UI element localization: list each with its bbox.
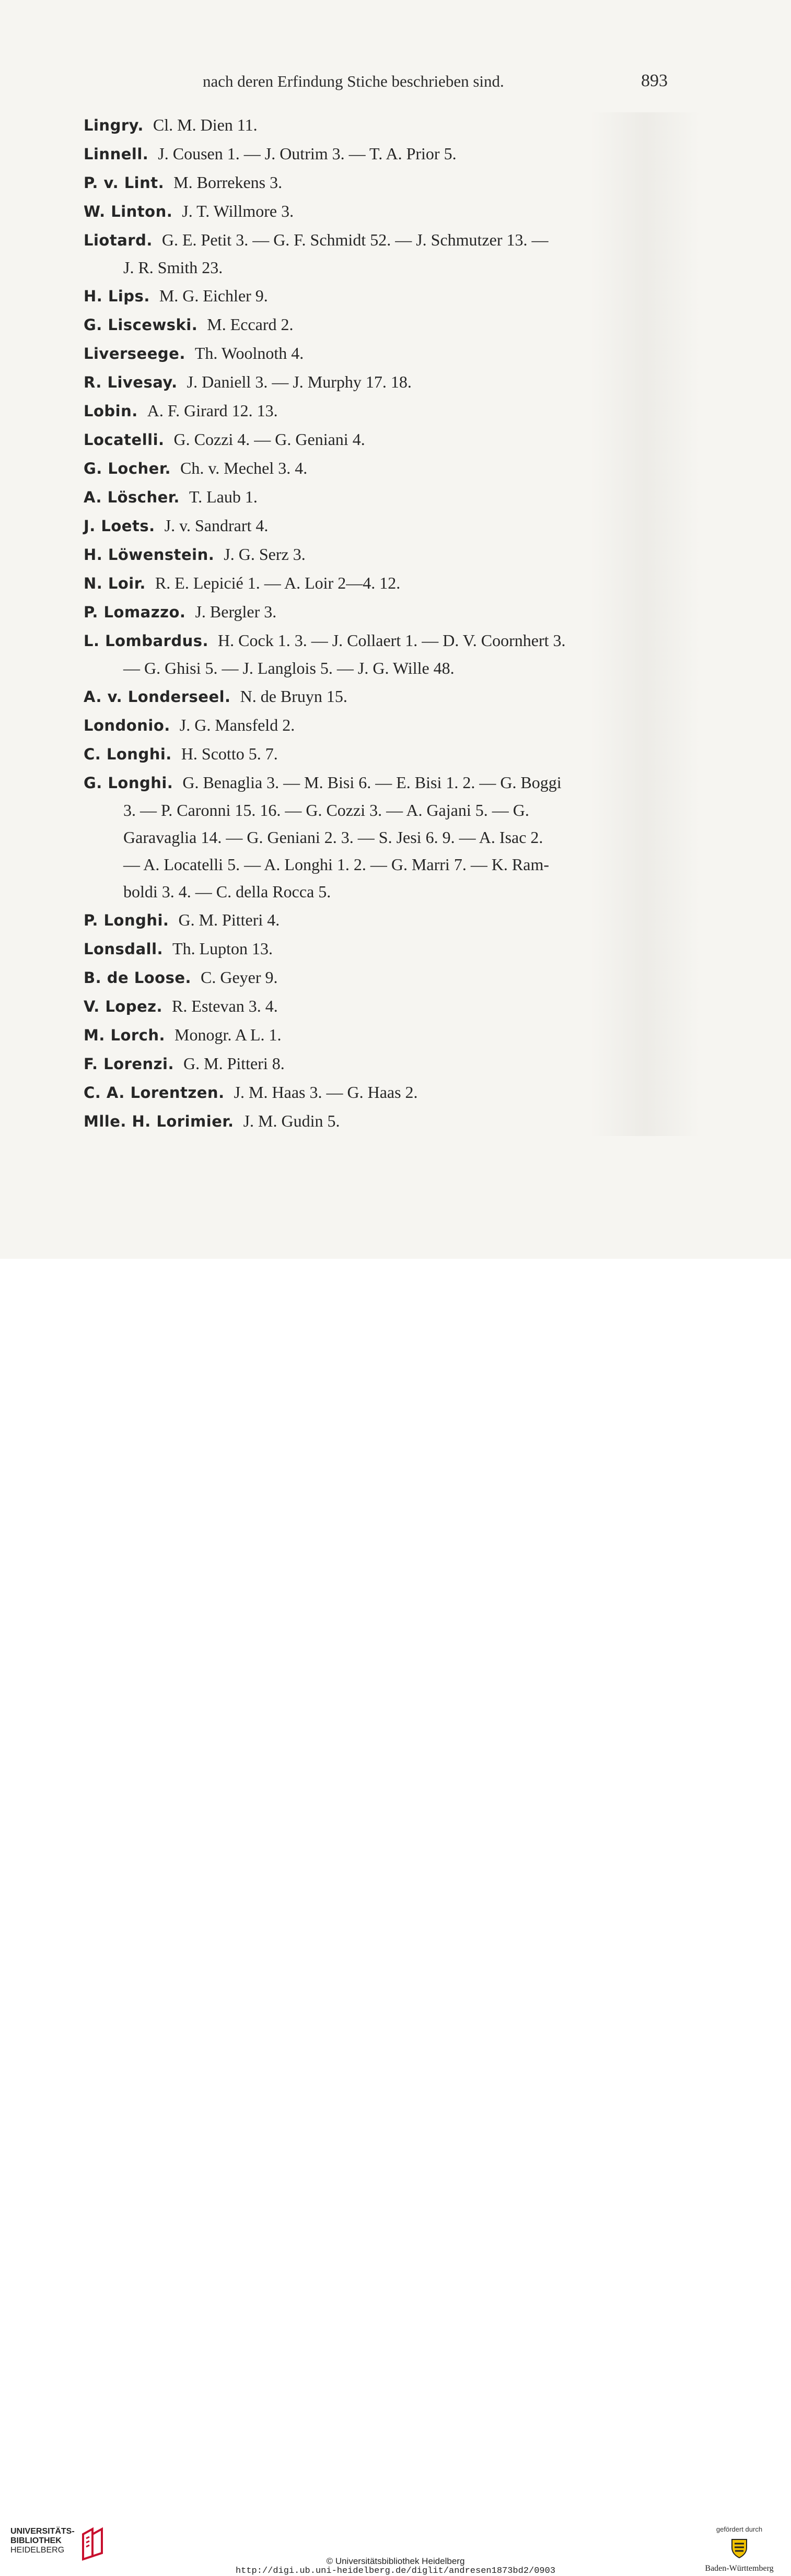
engraver-list: R. Estevan 3. 4. <box>172 997 278 1015</box>
engraver-list: G. Cozzi 4. — G. Geniani 4. <box>173 430 365 449</box>
artist-name: G. Liscewski. <box>84 316 198 334</box>
entry-first-line <box>84 226 679 254</box>
library-name-line-3: HEIDELBERG <box>10 2546 65 2555</box>
entry-first-line <box>84 1107 679 1135</box>
engraver-list: Cl. M. Dien 11. <box>153 115 258 134</box>
running-head: nach deren Erfindung Stiche beschrieben sind. <box>203 72 504 90</box>
entry-first-line <box>84 627 679 654</box>
artist-name: A. Löscher. <box>84 488 180 506</box>
engraver-list: Th. Woolnoth 4. <box>194 344 304 362</box>
entry-first-line <box>84 906 679 934</box>
index-entry <box>84 311 679 338</box>
engraver-list: G. M. Pitteri 4. <box>178 910 280 929</box>
entry-first-line <box>84 598 679 626</box>
engraver-list: G. Benaglia 3. — M. Bisi 6. — E. Bisi 1. 2. — G. Boggi <box>182 773 562 792</box>
entry-first-line <box>84 992 679 1020</box>
engraver-list: J. M. Gudin 5. <box>243 1111 340 1130</box>
artist-name: B. de Loose. <box>84 969 192 987</box>
index-entry <box>84 541 679 568</box>
entry-first-line <box>84 740 679 768</box>
entry-first-line <box>84 769 679 797</box>
index-entry <box>84 397 679 425</box>
entry-first-line <box>84 311 679 338</box>
entry-first-line <box>84 111 679 139</box>
entry-first-line <box>84 368 679 396</box>
library-name <box>10 2527 75 2555</box>
index-entry <box>84 740 679 768</box>
index-entry <box>84 169 679 196</box>
index-entry <box>84 454 679 482</box>
index-entry <box>84 992 679 1020</box>
index-entry <box>84 598 679 626</box>
artist-name: L. Lombardus. <box>84 632 209 650</box>
artist-name: A. v. Londerseel. <box>84 688 231 706</box>
index-entry <box>84 683 679 710</box>
entry-continuation-line: 3. — P. Caronni 15. 16. — G. Cozzi 3. — A. Gajani 5. — G. <box>123 801 529 819</box>
artist-name: C. Longhi. <box>84 745 172 763</box>
engraver-list: G. M. Pitteri 8. <box>183 1054 285 1073</box>
index-entry <box>84 483 679 511</box>
artist-name: P. v. Lint. <box>84 174 165 192</box>
artist-name: Lingry. <box>84 116 144 134</box>
entry-continuation-line: — A. Locatelli 5. — A. Longhi 1. 2. — G. Marri 7. — K. Ram- <box>123 855 550 874</box>
engraver-list: T. Laub 1. <box>189 487 258 506</box>
entry-first-line <box>84 541 679 568</box>
artist-name: G. Locher. <box>84 460 171 477</box>
entry-continuation-line: J. R. Smith 23. <box>123 258 223 277</box>
artist-name: Liotard. <box>84 231 153 249</box>
index-entry <box>84 569 679 597</box>
index-entry <box>84 111 679 139</box>
entry-continuation-line: boldi 3. 4. — C. della Rocca 5. <box>123 882 331 901</box>
artist-name: V. Lopez. <box>84 998 163 1015</box>
library-name-line-2: BIBLIOTHEK <box>10 2536 62 2545</box>
entry-first-line <box>84 140 679 168</box>
engraver-list: J. G. Serz 3. <box>224 545 306 564</box>
index-entry <box>84 368 679 396</box>
entry-first-line <box>84 1021 679 1049</box>
index-entry <box>84 711 679 739</box>
index-entry <box>84 1107 679 1135</box>
entry-first-line <box>84 1050 679 1078</box>
entry-first-line <box>84 683 679 710</box>
state-crest-icon <box>728 2536 751 2559</box>
index-entry <box>84 339 679 367</box>
engraver-list: J. M. Haas 3. — G. Haas 2. <box>234 1083 418 1102</box>
sponsor-name: Baden-Württemberg <box>705 2564 774 2573</box>
artist-name: C. A. Lorentzen. <box>84 1084 225 1102</box>
engraver-list: C. Geyer 9. <box>201 968 278 987</box>
entry-continuation-line: — G. Ghisi 5. — J. Langlois 5. — J. G. Wille 48. <box>123 659 455 677</box>
engraver-list: M. Borrekens 3. <box>173 173 283 192</box>
engraver-list: M. G. Eichler 9. <box>159 286 268 305</box>
engraver-list: J. G. Mansfeld 2. <box>179 716 295 734</box>
sponsor-block <box>695 2525 784 2573</box>
entry-first-line <box>84 454 679 482</box>
entry-first-line <box>84 169 679 196</box>
engraver-list: G. E. Petit 3. — G. F. Schmidt 52. — J. Schmutzer 13. — <box>161 230 549 249</box>
index-entry <box>84 964 679 991</box>
entry-first-line <box>84 197 679 225</box>
engraver-list: J. T. Willmore 3. <box>182 202 294 220</box>
index-entry <box>84 282 679 310</box>
entry-first-line <box>84 282 679 310</box>
engraver-list: J. Cousen 1. — J. Outrim 3. — T. A. Prior 5. <box>158 144 457 163</box>
index-entry <box>84 197 679 225</box>
entry-first-line <box>84 569 679 597</box>
artist-name: Linnell. <box>84 145 149 163</box>
index-entry <box>84 627 679 682</box>
artist-name: Mlle. H. Lorimier. <box>84 1113 234 1130</box>
index-entry <box>84 935 679 963</box>
index-entry <box>84 769 679 905</box>
engraver-list: H. Cock 1. 3. — J. Collaert 1. — D. V. Coornhert 3. <box>218 631 566 650</box>
index-entry <box>84 1079 679 1106</box>
copyright-notice: © Universitätsbibliothek Heidelberg <box>326 2556 465 2566</box>
permalink-url[interactable]: http://digi.ub.uni-heidelberg.de/diglit/andresen1873bd2/0903 <box>235 2566 556 2576</box>
engraver-list: J. Bergler 3. <box>195 602 277 621</box>
artist-name: H. Löwenstein. <box>84 546 215 564</box>
index-entry <box>84 140 679 168</box>
engraver-list: H. Scotto 5. 7. <box>181 744 278 763</box>
engraver-list: M. Eccard 2. <box>207 315 294 334</box>
page-number: 893 <box>641 71 668 90</box>
entry-first-line <box>84 339 679 367</box>
artist-name: Lobin. <box>84 402 138 420</box>
entry-first-line <box>84 1079 679 1106</box>
engraver-list: Monogr. A L. 1. <box>175 1025 282 1044</box>
entry-continuation-line: Garavaglia 14. — G. Geniani 2. 3. — S. Jesi 6. 9. — A. Isac 2. <box>123 828 543 847</box>
entry-first-line <box>84 426 679 453</box>
engraver-list: Th. Lupton 13. <box>172 939 273 958</box>
artist-name: H. Lips. <box>84 287 150 305</box>
engraver-list: A. F. Girard 12. 13. <box>147 401 278 420</box>
library-name-line-1: UNIVERSITÄTS- <box>10 2527 75 2536</box>
artist-name: Lonsdall. <box>84 940 164 958</box>
artist-name: N. Loir. <box>84 575 146 592</box>
artist-name: M. Lorch. <box>84 1026 166 1044</box>
engraver-list: N. de Bruyn 15. <box>240 687 347 706</box>
engraver-list: J. v. Sandrart 4. <box>164 516 269 535</box>
index-entry <box>84 426 679 453</box>
index-entry <box>84 512 679 540</box>
entry-first-line <box>84 711 679 739</box>
artist-name: P. Lomazzo. <box>84 603 186 621</box>
artist-name: P. Longhi. <box>84 911 169 929</box>
artist-name: W. Linton. <box>84 203 173 220</box>
engraver-list: R. E. Lepicié 1. — A. Loir 2—4. 12. <box>155 573 401 592</box>
index-entry <box>84 226 679 281</box>
index-entries <box>84 111 679 1136</box>
engraver-list: J. Daniell 3. — J. Murphy 17. 18. <box>187 372 412 391</box>
artist-name: Liverseege. <box>84 345 185 362</box>
entry-first-line <box>84 512 679 540</box>
footer-bar <box>0 1259 791 2576</box>
scanned-page <box>0 0 791 1259</box>
entry-first-line <box>84 397 679 425</box>
entry-first-line <box>84 935 679 963</box>
artist-name: Londonio. <box>84 717 170 734</box>
entry-first-line <box>84 483 679 511</box>
index-entry <box>84 1050 679 1078</box>
artist-name: R. Livesay. <box>84 373 178 391</box>
index-entry <box>84 906 679 934</box>
artist-name: J. Loets. <box>84 517 155 535</box>
artist-name: Locatelli. <box>84 431 165 449</box>
engraver-list: Ch. v. Mechel 3. 4. <box>180 459 308 477</box>
artist-name: F. Lorenzi. <box>84 1055 175 1073</box>
index-entry <box>84 1021 679 1049</box>
sponsor-label: gefördert durch <box>716 2525 763 2533</box>
entry-first-line <box>84 964 679 991</box>
artist-name: G. Longhi. <box>84 774 173 792</box>
